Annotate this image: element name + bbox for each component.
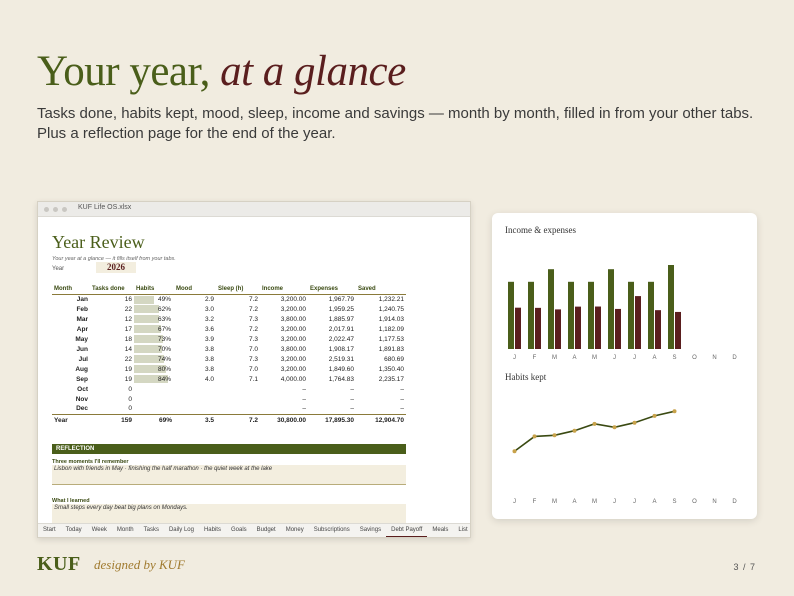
tab-list[interactable]: List: [458, 527, 468, 533]
income-bar: [628, 282, 634, 349]
income-bar: [528, 282, 534, 349]
expenses-cell: 2,519.31: [328, 355, 354, 363]
income-cell: 3,800.00: [280, 345, 306, 353]
habits-point: [573, 429, 577, 433]
habits-cell: 80%: [134, 364, 174, 374]
headline: [37, 47, 406, 96]
tasks-cell: 12: [124, 315, 132, 323]
window-title: KUF Life OS.xlsx: [78, 204, 132, 211]
x-tick-label: A: [572, 355, 577, 359]
month-cell: Apr: [76, 325, 88, 333]
income-cell: 30,800.00: [260, 414, 308, 426]
sleep-cell: 7.2: [216, 414, 260, 426]
tab-week[interactable]: Week: [91, 527, 107, 533]
saved-cell: –: [400, 405, 404, 413]
habits-cell: 84%: [134, 374, 174, 384]
tasks-cell: 19: [124, 375, 132, 383]
table-row: [52, 294, 406, 304]
x-tick-label: S: [672, 499, 677, 505]
mood-cell: 3.5: [174, 414, 216, 426]
year-table: [52, 285, 406, 426]
income-bar: [608, 269, 614, 349]
saved-cell: 1,232.21: [378, 295, 404, 303]
income-chart-title: Income & expenses: [505, 225, 576, 235]
x-tick-label: N: [712, 355, 717, 359]
year-input[interactable]: 2026: [96, 262, 136, 273]
expenses-bar: [515, 308, 521, 349]
habits-cell: [134, 384, 174, 394]
income-cell: 4,000.00: [280, 375, 306, 383]
x-tick-label: F: [532, 499, 537, 505]
expenses-cell: 1,885.97: [328, 315, 354, 323]
tasks-cell: 18: [124, 335, 132, 343]
sleep-cell: [216, 384, 260, 394]
table-row: [52, 404, 406, 414]
x-tick-label: J: [513, 355, 516, 359]
headline-main: Your year,: [37, 48, 210, 95]
income-cell: 3,800.00: [280, 315, 306, 323]
habits-cell: 49%: [134, 294, 174, 304]
table-row: [52, 364, 406, 374]
expenses-cell: 1,967.79: [328, 295, 354, 303]
month-cell: Aug: [75, 365, 88, 373]
mood-cell: 3.6: [204, 325, 214, 333]
sleep-cell: 7.0: [248, 365, 258, 373]
income-cell: –: [302, 405, 306, 413]
x-tick-label: M: [592, 355, 597, 359]
expenses-cell: 17,895.30: [308, 414, 356, 426]
minimize-window-icon[interactable]: [53, 207, 58, 212]
tasks-cell: 0: [128, 395, 132, 403]
habits-point: [533, 434, 537, 438]
expenses-bar: [535, 308, 541, 349]
total-row: [52, 414, 406, 426]
income-bar: [648, 282, 654, 349]
x-tick-label: J: [613, 499, 616, 505]
expenses-cell: 2,022.47: [328, 335, 354, 343]
habits-chart-title: Habits kept: [505, 372, 547, 382]
x-tick-label: J: [633, 355, 636, 359]
sleep-cell: 7.2: [248, 325, 258, 333]
income-cell: 3,200.00: [280, 325, 306, 333]
mood-cell: 3.9: [204, 335, 214, 343]
tab-month[interactable]: Month: [116, 527, 134, 533]
month-cell: May: [75, 335, 88, 343]
table-row: [52, 384, 406, 394]
habits-point: [553, 433, 557, 437]
column-header: Saved: [356, 285, 406, 294]
tab-habits[interactable]: Habits: [203, 527, 221, 533]
income-bar: [548, 269, 554, 349]
saved-cell: 1,182.09: [378, 325, 404, 333]
sleep-cell: 7.2: [248, 305, 258, 313]
expenses-cell: 1,959.25: [328, 305, 354, 313]
income-cell: 3,200.00: [280, 295, 306, 303]
maximize-window-icon[interactable]: [62, 207, 67, 212]
habit-progress-bar: [134, 296, 154, 304]
month-cell: Year: [52, 414, 90, 426]
month-cell: Feb: [76, 305, 88, 313]
tasks-cell: 16: [124, 295, 132, 303]
habits-kept-chart: [492, 383, 757, 513]
sleep-cell: 7.1: [248, 375, 258, 383]
expenses-cell: 1,849.60: [328, 365, 354, 373]
mood-cell: 3.8: [204, 355, 214, 363]
sleep-cell: [216, 404, 260, 414]
mood-cell: 2.9: [204, 295, 214, 303]
saved-cell: 680.69: [384, 355, 404, 363]
mood-cell: 3.0: [204, 305, 214, 313]
table-row: [52, 354, 406, 364]
tab-start[interactable]: Start: [43, 527, 56, 533]
x-tick-label: J: [633, 499, 636, 505]
habits-cell: [134, 394, 174, 404]
sheet-title: Year Review: [52, 232, 145, 252]
tab-subscriptions[interactable]: Subscriptions: [313, 527, 350, 533]
column-header: Month: [52, 285, 90, 294]
habits-point: [613, 425, 617, 429]
sleep-cell: [216, 394, 260, 404]
x-tick-label: M: [552, 355, 557, 359]
habits-cell: 62%: [134, 304, 174, 314]
x-tick-label: F: [532, 355, 537, 359]
habit-progress-bar: [134, 305, 159, 313]
habits-point: [673, 409, 677, 413]
mood-cell: 3.2: [204, 315, 214, 323]
saved-cell: 1,891.83: [378, 345, 404, 353]
kuf-logo: KUF: [37, 553, 81, 575]
income-cell: 3,200.00: [280, 305, 306, 313]
sleep-cell: 7.3: [248, 355, 258, 363]
close-window-icon[interactable]: [44, 207, 49, 212]
table-row: [52, 394, 406, 404]
month-cell: Jan: [76, 295, 88, 303]
habits-cell: 73%: [134, 334, 174, 344]
expenses-cell: 1,764.83: [328, 375, 354, 383]
income-bar: [588, 282, 594, 349]
income-bar: [668, 265, 674, 349]
saved-cell: –: [400, 395, 404, 403]
income-cell: 3,200.00: [280, 365, 306, 373]
reflection-question-1: Three moments I'll remember: [52, 459, 129, 465]
tab-debt-payoff[interactable]: Debt Payoff: [386, 524, 427, 537]
table-row: [52, 314, 406, 324]
expenses-cell: –: [350, 405, 354, 413]
column-header: Tasks done: [90, 285, 134, 294]
x-tick-label: O: [692, 499, 697, 505]
column-header: Expenses: [308, 285, 356, 294]
reflection-header: REFLECTION: [52, 444, 406, 454]
habits-cell: 63%: [134, 314, 174, 324]
habits-cell: 74%: [134, 354, 174, 364]
x-tick-label: M: [592, 499, 597, 505]
x-tick-label: A: [572, 499, 577, 505]
tab-today[interactable]: Today: [65, 527, 82, 533]
habits-point: [633, 421, 637, 425]
income-expenses-chart: [492, 239, 757, 359]
mood-cell: [174, 384, 216, 394]
sleep-cell: 7.0: [248, 345, 258, 353]
tab-meals[interactable]: Meals: [432, 527, 449, 533]
tasks-cell: 19: [124, 365, 132, 373]
year-label: Year: [52, 266, 65, 272]
x-tick-label: J: [613, 355, 616, 359]
x-tick-label: A: [652, 499, 657, 505]
column-header: Income: [260, 285, 308, 294]
habits-line: [515, 411, 675, 451]
tasks-cell: 159: [90, 414, 134, 426]
x-tick-label: A: [652, 355, 657, 359]
habit-progress-bar: [134, 325, 161, 333]
habits-point: [653, 414, 657, 418]
mood-cell: 4.0: [204, 375, 214, 383]
month-cell: Dec: [76, 405, 88, 413]
expenses-bar: [555, 309, 561, 349]
month-cell: Nov: [75, 395, 88, 403]
tasks-cell: 0: [128, 405, 132, 413]
expenses-bar: [615, 309, 621, 349]
habits-point: [513, 449, 517, 453]
mood-cell: 3.8: [204, 365, 214, 373]
saved-cell: –: [400, 385, 404, 393]
page-indicator: 3 / 7: [733, 562, 756, 572]
table-body: [52, 294, 406, 426]
expenses-bar: [675, 312, 681, 349]
habits-point: [593, 422, 597, 426]
saved-cell: 2,235.17: [378, 375, 404, 383]
income-cell: –: [302, 395, 306, 403]
habits-cell: [134, 404, 174, 414]
table-row: [52, 374, 406, 384]
spreadsheet-window: [37, 201, 471, 538]
tab-goals[interactable]: Goals: [230, 527, 247, 533]
expenses-cell: 2,017.91: [328, 325, 354, 333]
habits-cell: 67%: [134, 324, 174, 334]
sheet-tabs: [38, 523, 471, 537]
tab-money[interactable]: Money: [285, 527, 304, 533]
column-header: Habits: [134, 285, 174, 294]
x-tick-label: D: [732, 499, 737, 505]
sleep-cell: 7.3: [248, 315, 258, 323]
subtitle: Tasks done, habits kept, mood, sleep, income and savings — month by month, filled in from your other tabs. Plus a reflection page for the end of the year.: [37, 105, 754, 142]
saved-cell: 1,177.53: [378, 335, 404, 343]
mood-cell: [174, 404, 216, 414]
x-tick-label: S: [672, 355, 677, 359]
mood-cell: [174, 394, 216, 404]
expenses-cell: 1,908.17: [328, 345, 354, 353]
sleep-cell: 7.2: [248, 295, 258, 303]
reflection-question-2: What I learned: [52, 498, 90, 504]
tab-tasks[interactable]: Tasks: [143, 527, 159, 533]
tasks-cell: 22: [124, 305, 132, 313]
table-row: [52, 334, 406, 344]
x-tick-label: D: [732, 355, 737, 359]
habits-cell: 70%: [134, 344, 174, 354]
headline-italic: at a glance: [220, 48, 406, 95]
table-row: [52, 344, 406, 354]
expenses-bar: [635, 296, 641, 349]
saved-cell: 1,350.40: [378, 365, 404, 373]
month-cell: Mar: [76, 315, 88, 323]
income-cell: 3,200.00: [280, 355, 306, 363]
income-cell: –: [302, 385, 306, 393]
sleep-cell: 7.3: [248, 335, 258, 343]
column-header: Mood: [174, 285, 216, 294]
habit-progress-bar: [134, 315, 159, 323]
saved-cell: 12,904.70: [356, 414, 406, 426]
tasks-cell: 22: [124, 355, 132, 363]
tab-daily-log[interactable]: Daily Log: [168, 527, 194, 533]
saved-cell: 1,914.03: [378, 315, 404, 323]
expenses-cell: –: [350, 385, 354, 393]
mood-cell: 3.8: [204, 345, 214, 353]
expenses-bar: [655, 310, 661, 349]
expenses-bar: [595, 307, 601, 349]
reflection-answer-2[interactable]: Small steps every day beat big plans on Mondays.: [52, 504, 406, 524]
x-tick-label: N: [712, 499, 717, 505]
x-tick-label: M: [552, 499, 557, 505]
table-row: [52, 324, 406, 334]
table-row: [52, 304, 406, 314]
month-cell: Jun: [76, 345, 88, 353]
column-header: Sleep (h): [216, 285, 260, 294]
x-tick-label: O: [692, 355, 697, 359]
tasks-cell: 14: [124, 345, 132, 353]
habits-cell: 69%: [134, 414, 174, 426]
tab-budget[interactable]: Budget: [256, 527, 276, 533]
tasks-cell: 17: [124, 325, 132, 333]
window-titlebar: [38, 202, 470, 217]
expenses-cell: –: [350, 395, 354, 403]
income-cell: 3,200.00: [280, 335, 306, 343]
table-header-row: [52, 285, 406, 294]
reflection-answer-1[interactable]: Lisbon with friends in May · finishing the half marathon · the quiet week at the lake: [52, 465, 406, 485]
month-cell: Sep: [76, 375, 88, 383]
month-cell: Oct: [77, 385, 88, 393]
month-cell: Jul: [78, 355, 88, 363]
saved-cell: 1,240.75: [378, 305, 404, 313]
income-bar: [568, 282, 574, 349]
income-bar: [508, 282, 514, 349]
designed-by: designed by KUF: [94, 557, 185, 572]
sheet-subtitle: Your year at a glance — it fills itself from your tabs.: [52, 256, 176, 262]
tasks-cell: 0: [128, 385, 132, 393]
x-tick-label: J: [513, 499, 516, 505]
tab-savings[interactable]: Savings: [359, 527, 382, 533]
expenses-bar: [575, 307, 581, 349]
charts-card: [492, 213, 757, 519]
